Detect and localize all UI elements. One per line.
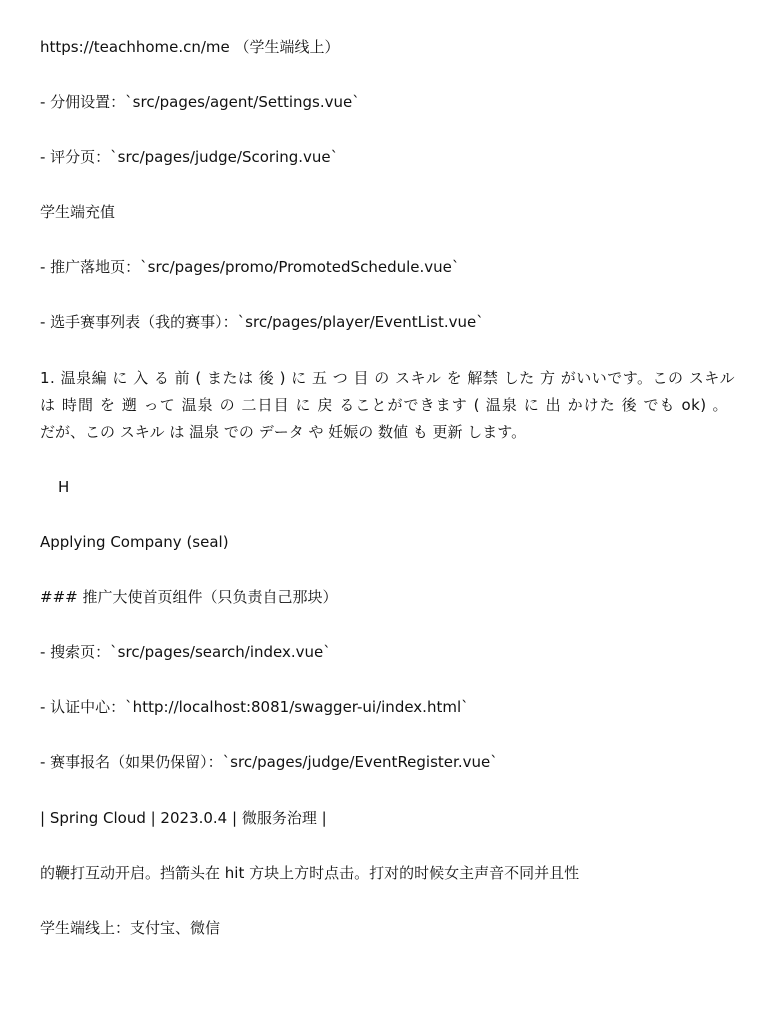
search-page-line: - 搜索页：`src/pages/search/index.vue` <box>40 643 331 661</box>
heading-h: H <box>58 478 70 496</box>
student-recharge-line: 学生端充值 <box>40 203 116 221</box>
scoring-page-line: - 评分页：`src/pages/judge/Scoring.vue` <box>40 148 339 166</box>
japanese-paragraph <box>40 365 736 446</box>
promo-landing-line: - 推广落地页：`src/pages/promo/PromotedSchedule.vue` <box>40 258 460 276</box>
paragraph-row-1: 1. 温泉編 に 入 る 前 ( または 後 ) に 五 つ 目 の スキル を 解禁 した 方 がいいです。この スキル <box>40 369 736 387</box>
commission-settings-line: - 分佣设置：`src/pages/agent/Settings.vue` <box>40 93 360 111</box>
event-list-line: - 选手赛事列表（我的赛事）：`src/pages/player/EventList.vue` <box>40 313 484 331</box>
paragraph-row-3: だが、この スキル は 温泉 での データ や 妊娠の 数値 も 更新 します。 <box>40 423 527 441</box>
paragraph-row-2: は 時間 を 遡 って 温泉 の 二日目 に 戻 ることができます ( 温泉 に 出 かけた 後 でも ok) 。 <box>40 396 728 414</box>
spring-cloud-table-row: | Spring Cloud | 2023.0.4 | 微服务治理 | <box>40 809 327 827</box>
ambassador-component-heading: ### 推广大使首页组件（只负责自己那块） <box>40 588 338 606</box>
auth-center-line: - 认证中心：`http://localhost:8081/swagger-ui/index.html` <box>40 698 469 716</box>
url-line: https://teachhome.cn/me （学生端线上） <box>40 38 340 56</box>
payment-methods-line: 学生端线上：支付宝、微信 <box>40 919 221 937</box>
event-register-line: - 赛事报名（如果仍保留）：`src/pages/judge/EventRegister.vue` <box>40 753 498 771</box>
interaction-note-line: 的鞭打互动开启。挡箭头在 hit 方块上方时点击。打对的时候女主声音不同并且性 <box>40 864 580 882</box>
applying-company-line: Applying Company (seal) <box>40 533 229 551</box>
